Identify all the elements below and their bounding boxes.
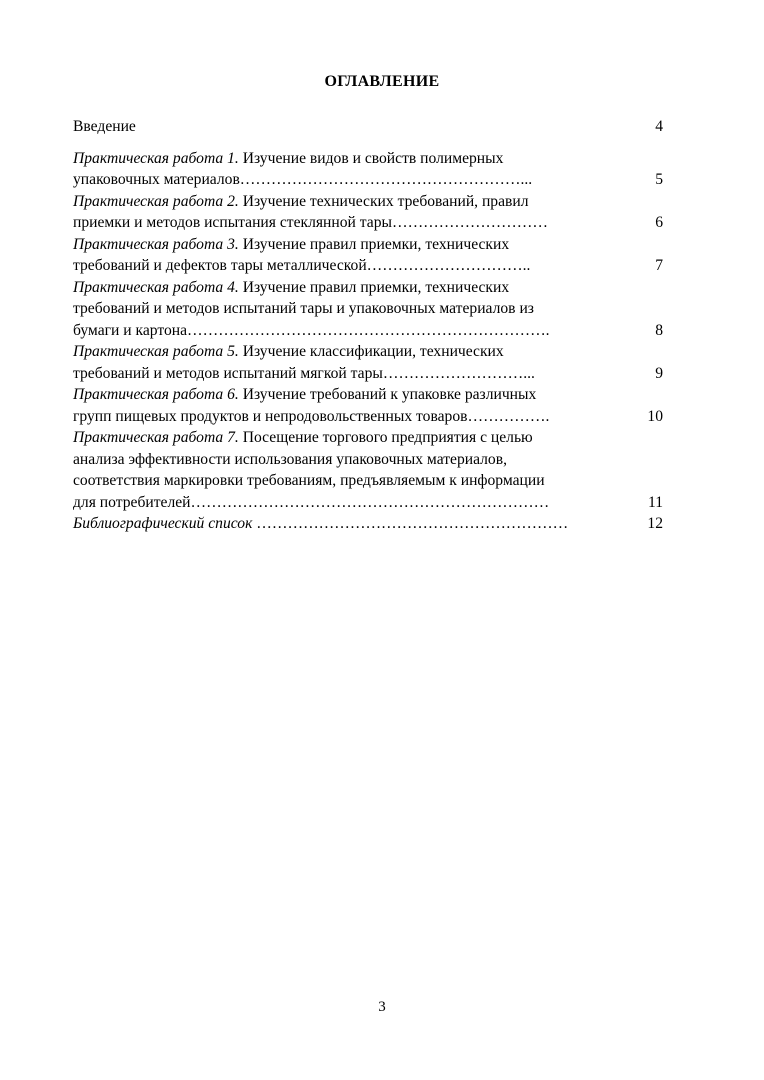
toc-entry-line: соответствия маркировки требованиям, предъявляемым к информации (73, 472, 545, 489)
toc-entry-line: групп пищевых продуктов и непродовольственных товаров……………. (73, 407, 550, 425)
table-of-contents (73, 116, 663, 535)
toc-entry-work-5[interactable] (73, 341, 663, 384)
toc-entry-intro[interactable] (73, 116, 663, 138)
toc-entry-line (73, 513, 613, 535)
toc-entry-work-title: Практическая работа 5. (73, 343, 239, 360)
toc-entry-work-6[interactable] (73, 384, 663, 427)
toc-entry-line: для потребителей…………………………………………………………… (73, 493, 550, 511)
page-number: 3 (378, 999, 386, 1015)
toc-entry-work-title: Практическая работа 4. (73, 278, 239, 296)
toc-entry-work-title: Практическая работа 2. (73, 192, 239, 210)
toc-entry-work-title: Практическая работа 3. (73, 235, 239, 253)
toc-entry-page: 5 (655, 171, 663, 188)
toc-entry-text: Изучение технических требований, правил (242, 192, 529, 210)
toc-entry-text: Изучение правил приемки, технических (242, 235, 510, 253)
toc-entry-page: 10 (647, 407, 663, 425)
toc-entry-line (73, 148, 613, 170)
toc-entry-bibliography[interactable] (73, 513, 663, 535)
toc-entry-line: требований и дефектов тары металлической………………………….. (73, 257, 531, 274)
toc-entry-page: 9 (655, 364, 663, 382)
toc-entry-bibliography-title: Библиографический список (73, 515, 253, 532)
toc-entry-text: Изучение требований к упаковке различных (242, 386, 537, 403)
toc-entry-page: 6 (655, 214, 663, 231)
toc-entry-work-1[interactable] (73, 148, 663, 191)
toc-entry-text: Изучение видов и свойств полимерных (242, 149, 504, 167)
toc-entry-text: Посещение торгового предприятия с целью (242, 429, 533, 446)
page-title: ОГЛАВЛЕНИЕ (324, 73, 440, 90)
toc-entry-line (73, 427, 613, 449)
toc-entry-work-title: Практическая работа 7. (73, 429, 239, 446)
toc-entry-page: 4 (655, 118, 663, 135)
toc-entry-line (73, 341, 613, 363)
toc-entry-line: приемки и методов испытания стеклянной тары………………………… (73, 214, 548, 231)
toc-entry-work-3[interactable] (73, 234, 663, 277)
toc-entry-work-2[interactable] (73, 191, 663, 234)
toc-entry-line (73, 191, 613, 213)
toc-entry-line: упаковочных материалов………………………………………………... (73, 171, 533, 188)
toc-entry-page: 7 (655, 257, 663, 274)
toc-entry-work-7[interactable] (73, 427, 663, 513)
toc-entry-work-title: Практическая работа 6. (73, 386, 239, 403)
toc-entry-line (73, 277, 613, 299)
toc-entry-line: анализа эффективности использования упаковочных материалов, (73, 450, 507, 468)
toc-entry-line: бумаги и картона……………………………………………………………. (73, 321, 550, 339)
toc-entry-dots: …………………………………………………… (252, 515, 569, 532)
toc-entry-page: 8 (655, 321, 663, 339)
toc-entry-text: Изучение правил приемки, технических (242, 278, 510, 296)
toc-entry-line (73, 384, 613, 406)
toc-entry-line (73, 234, 613, 256)
toc-entry-text: Изучение классификации, технических (242, 343, 504, 360)
toc-entry-work-title: Практическая работа 1. (73, 149, 239, 167)
toc-entry-label: Введение (73, 118, 136, 135)
toc-entry-line: требований и методов испытаний мягкой тары………………………... (73, 364, 535, 382)
toc-entry-line: требований и методов испытаний тары и упаковочных материалов из (73, 300, 534, 317)
toc-entry-page: 11 (647, 493, 663, 511)
toc-entry-page: 12 (647, 515, 663, 532)
toc-entry-work-4[interactable] (73, 277, 663, 342)
